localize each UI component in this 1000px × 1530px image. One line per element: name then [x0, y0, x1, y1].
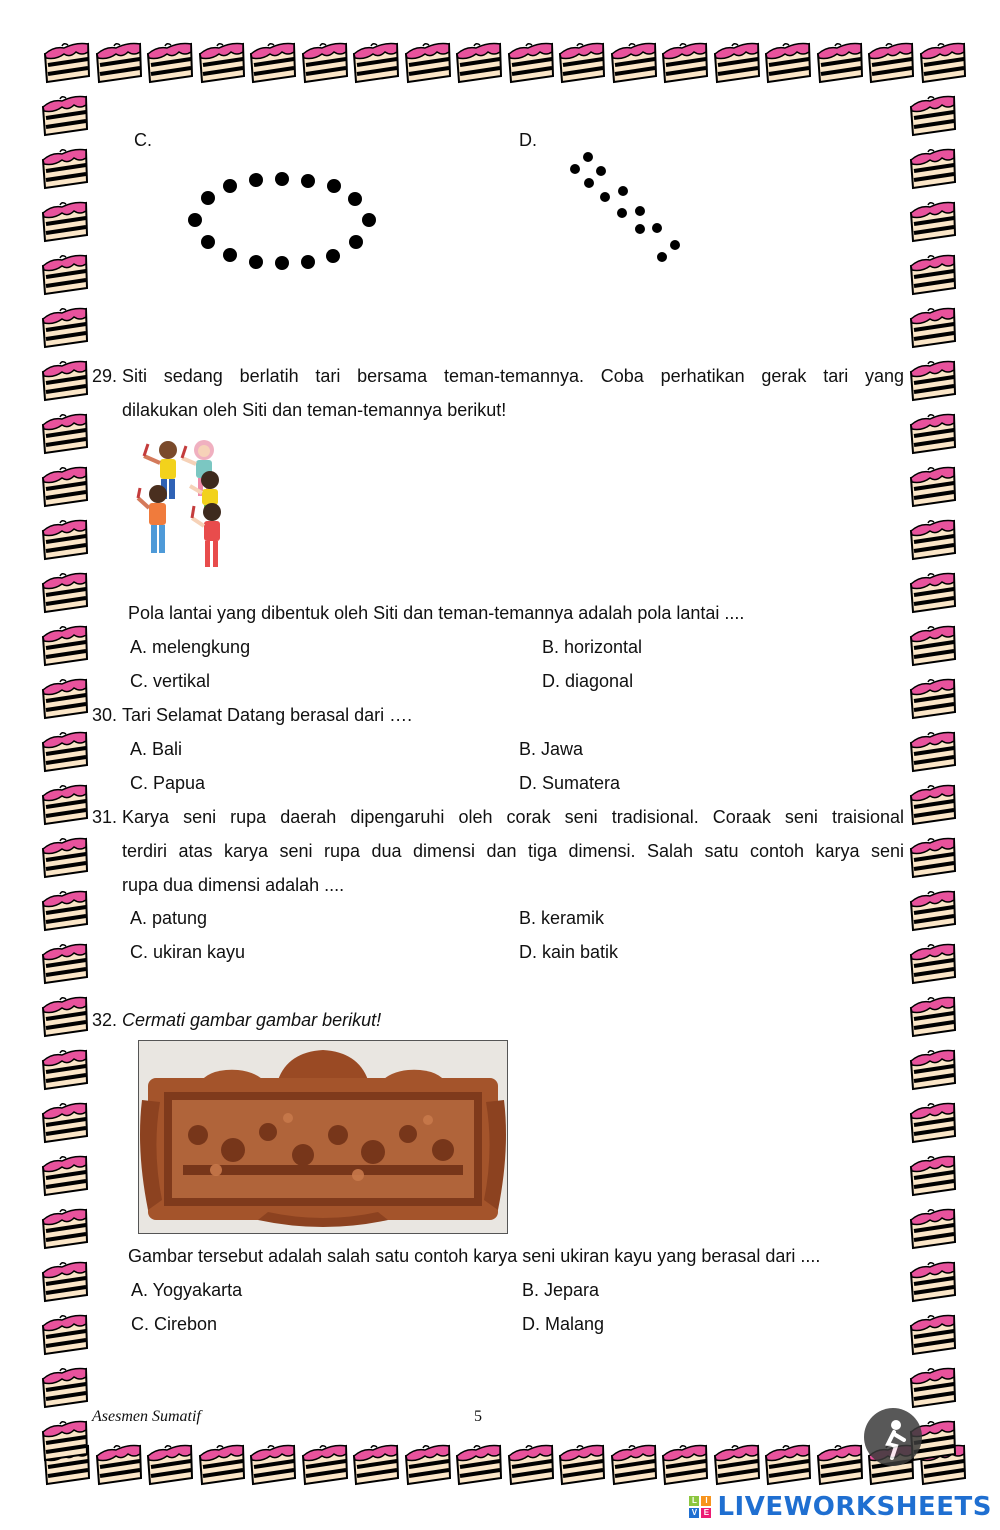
cake-slice-icon	[40, 676, 90, 722]
running-figure-icon	[864, 1408, 922, 1466]
cake-slice-icon	[506, 1442, 556, 1488]
diagonal-dot-pattern	[560, 145, 690, 270]
cake-slice-icon	[300, 40, 350, 86]
cake-slice-icon	[763, 1442, 813, 1488]
q29-option-c[interactable]: C. vertikal	[130, 671, 211, 691]
cake-slice-icon	[908, 835, 958, 881]
cake-slice-icon	[248, 40, 298, 86]
q31-option-d[interactable]: D. kain batik	[519, 942, 619, 962]
cake-slice-icon	[908, 93, 958, 139]
cake-slice-icon	[815, 40, 865, 86]
cake-slice-icon	[248, 1442, 298, 1488]
cake-slice-icon	[40, 1100, 90, 1146]
oval-dot-pattern	[180, 165, 380, 275]
cake-slice-icon	[763, 40, 813, 86]
q31-option-c[interactable]: C. ukiran kayu	[130, 942, 246, 962]
q32-text: Cermati gambar gambar berikut!	[122, 1010, 382, 1030]
cake-slice-icon	[40, 358, 90, 404]
cake-slice-icon	[908, 146, 958, 192]
q30-option-a[interactable]: A. Bali	[130, 739, 183, 759]
cake-slice-icon	[40, 252, 90, 298]
q30-number: 30.	[92, 705, 118, 725]
cake-slice-icon	[40, 994, 90, 1040]
page-number: 5	[474, 1408, 482, 1425]
cake-slice-icon	[351, 40, 401, 86]
cake-slice-icon	[506, 40, 556, 86]
q29-option-b[interactable]: B. horizontal	[542, 637, 643, 657]
cake-slice-icon	[908, 1365, 958, 1411]
cake-slice-icon	[145, 40, 195, 86]
q32-option-a[interactable]: A. Yogyakarta	[131, 1280, 243, 1300]
cake-slice-icon	[351, 1442, 401, 1488]
cake-slice-icon	[40, 1312, 90, 1358]
cake-slice-icon	[145, 1442, 195, 1488]
cake-slice-icon	[94, 1442, 144, 1488]
cake-slice-icon	[40, 570, 90, 616]
cake-slice-icon	[403, 40, 453, 86]
cake-slice-icon	[908, 1259, 958, 1305]
liveworksheets-grid-icon: L I V E	[689, 1496, 711, 1518]
q31-text-line1: Karya seni rupa daerah dipengaruhi oleh corak seni tradisional. Coraak seni traisional	[122, 807, 904, 827]
cake-slice-icon	[40, 623, 90, 669]
cake-slice-icon	[40, 1206, 90, 1252]
liveworksheets-logo[interactable]	[689, 1490, 992, 1524]
cake-slice-icon	[609, 1442, 659, 1488]
cake-slice-icon	[42, 40, 92, 86]
cake-slice-icon	[454, 40, 504, 86]
footer-title: Asesmen Sumatif	[92, 1408, 201, 1425]
cake-slice-icon	[908, 570, 958, 616]
cake-slice-icon	[908, 1100, 958, 1146]
cake-slice-icon	[660, 40, 710, 86]
dancers-illustration	[130, 436, 240, 576]
cake-slice-icon	[908, 1206, 958, 1252]
cake-slice-icon	[908, 199, 958, 245]
cake-slice-icon	[815, 1442, 865, 1488]
q30-option-d[interactable]: D. Sumatera	[519, 773, 621, 793]
q29-option-a[interactable]: A. melengkung	[130, 637, 251, 657]
q29-option-d[interactable]: D. diagonal	[542, 671, 634, 691]
cake-slice-icon	[40, 146, 90, 192]
cake-slice-icon	[908, 1047, 958, 1093]
cake-slice-icon	[40, 1418, 90, 1464]
wood-carving-image	[138, 1040, 508, 1234]
q30-option-b[interactable]: B. Jawa	[519, 739, 584, 759]
cake-slice-icon	[197, 1442, 247, 1488]
cake-slice-icon	[908, 1153, 958, 1199]
q31-number: 31.	[92, 807, 118, 827]
cake-slice-icon	[40, 835, 90, 881]
cake-slice-icon	[40, 782, 90, 828]
q29-number: 29.	[92, 366, 118, 386]
cake-slice-icon	[40, 517, 90, 563]
cake-slice-icon	[454, 1442, 504, 1488]
cake-slice-icon	[40, 411, 90, 457]
cake-slice-icon	[908, 305, 958, 351]
cake-slice-icon	[908, 517, 958, 563]
cake-slice-icon	[609, 40, 659, 86]
cake-slice-icon	[712, 1442, 762, 1488]
cake-slice-icon	[40, 1047, 90, 1093]
cake-slice-icon	[40, 464, 90, 510]
cake-slice-icon	[908, 994, 958, 1040]
q29-text-line1: Siti sedang berlatih tari bersama teman-temannya. Coba perhatikan gerak tari yang	[122, 366, 904, 386]
cake-slice-icon	[908, 941, 958, 987]
cake-slice-icon	[40, 1365, 90, 1411]
cake-slice-icon	[908, 411, 958, 457]
option-c-label: C.	[134, 130, 152, 150]
q30-text: Tari Selamat Datang berasal dari ….	[122, 705, 413, 725]
q32-option-c[interactable]: C. Cirebon	[131, 1314, 218, 1334]
cake-slice-icon	[866, 40, 916, 86]
cake-slice-icon	[908, 782, 958, 828]
cake-slice-icon	[908, 888, 958, 934]
cake-slice-icon	[557, 1442, 607, 1488]
q31-option-a[interactable]: A. patung	[130, 908, 208, 928]
cake-slice-icon	[908, 1312, 958, 1358]
cake-slice-icon	[40, 1259, 90, 1305]
q32-option-d[interactable]: D. Malang	[522, 1314, 605, 1334]
cake-slice-icon	[94, 40, 144, 86]
cake-slice-icon	[908, 358, 958, 404]
q30-option-c[interactable]: C. Papua	[130, 773, 206, 793]
q29-prompt: Pola lantai yang dibentuk oleh Siti dan teman-temannya adalah pola lantai ....	[128, 603, 745, 623]
brand-name: LIVEWORKSHEETS	[717, 1492, 992, 1522]
cake-slice-icon	[197, 40, 247, 86]
cake-slice-icon	[908, 729, 958, 775]
cake-slice-icon	[40, 729, 90, 775]
cake-slice-icon	[40, 1153, 90, 1199]
cake-slice-icon	[908, 623, 958, 669]
cake-slice-icon	[908, 252, 958, 298]
cake-slice-icon	[908, 676, 958, 722]
cake-slice-icon	[40, 305, 90, 351]
cake-slice-icon	[40, 941, 90, 987]
q29-text-line2: dilakukan oleh Siti dan teman-temannya berikut!	[122, 400, 507, 420]
option-d-label: D.	[519, 130, 537, 150]
cake-slice-icon	[40, 93, 90, 139]
cake-slice-icon	[712, 40, 762, 86]
q32-prompt: Gambar tersebut adalah salah satu contoh karya seni ukiran kayu yang berasal dari ....	[128, 1246, 821, 1266]
cake-slice-icon	[557, 40, 607, 86]
q31-option-b[interactable]: B. keramik	[519, 908, 605, 928]
cake-slice-icon	[403, 1442, 453, 1488]
fullscreen-toggle-icon[interactable]	[864, 1408, 922, 1466]
q32-number: 32.	[92, 1010, 118, 1030]
cake-slice-icon	[908, 464, 958, 510]
q32-option-b[interactable]: B. Jepara	[522, 1280, 600, 1300]
q31-text-line2: terdiri atas karya seni rupa dua dimensi dan tiga dimensi. Salah satu contoh karya seni	[122, 841, 904, 861]
cake-slice-icon	[300, 1442, 350, 1488]
q31-text-line3: rupa dua dimensi adalah ....	[122, 875, 345, 895]
cake-slice-icon	[40, 888, 90, 934]
cake-slice-icon	[660, 1442, 710, 1488]
cake-slice-icon	[918, 40, 968, 86]
cake-slice-icon	[40, 199, 90, 245]
